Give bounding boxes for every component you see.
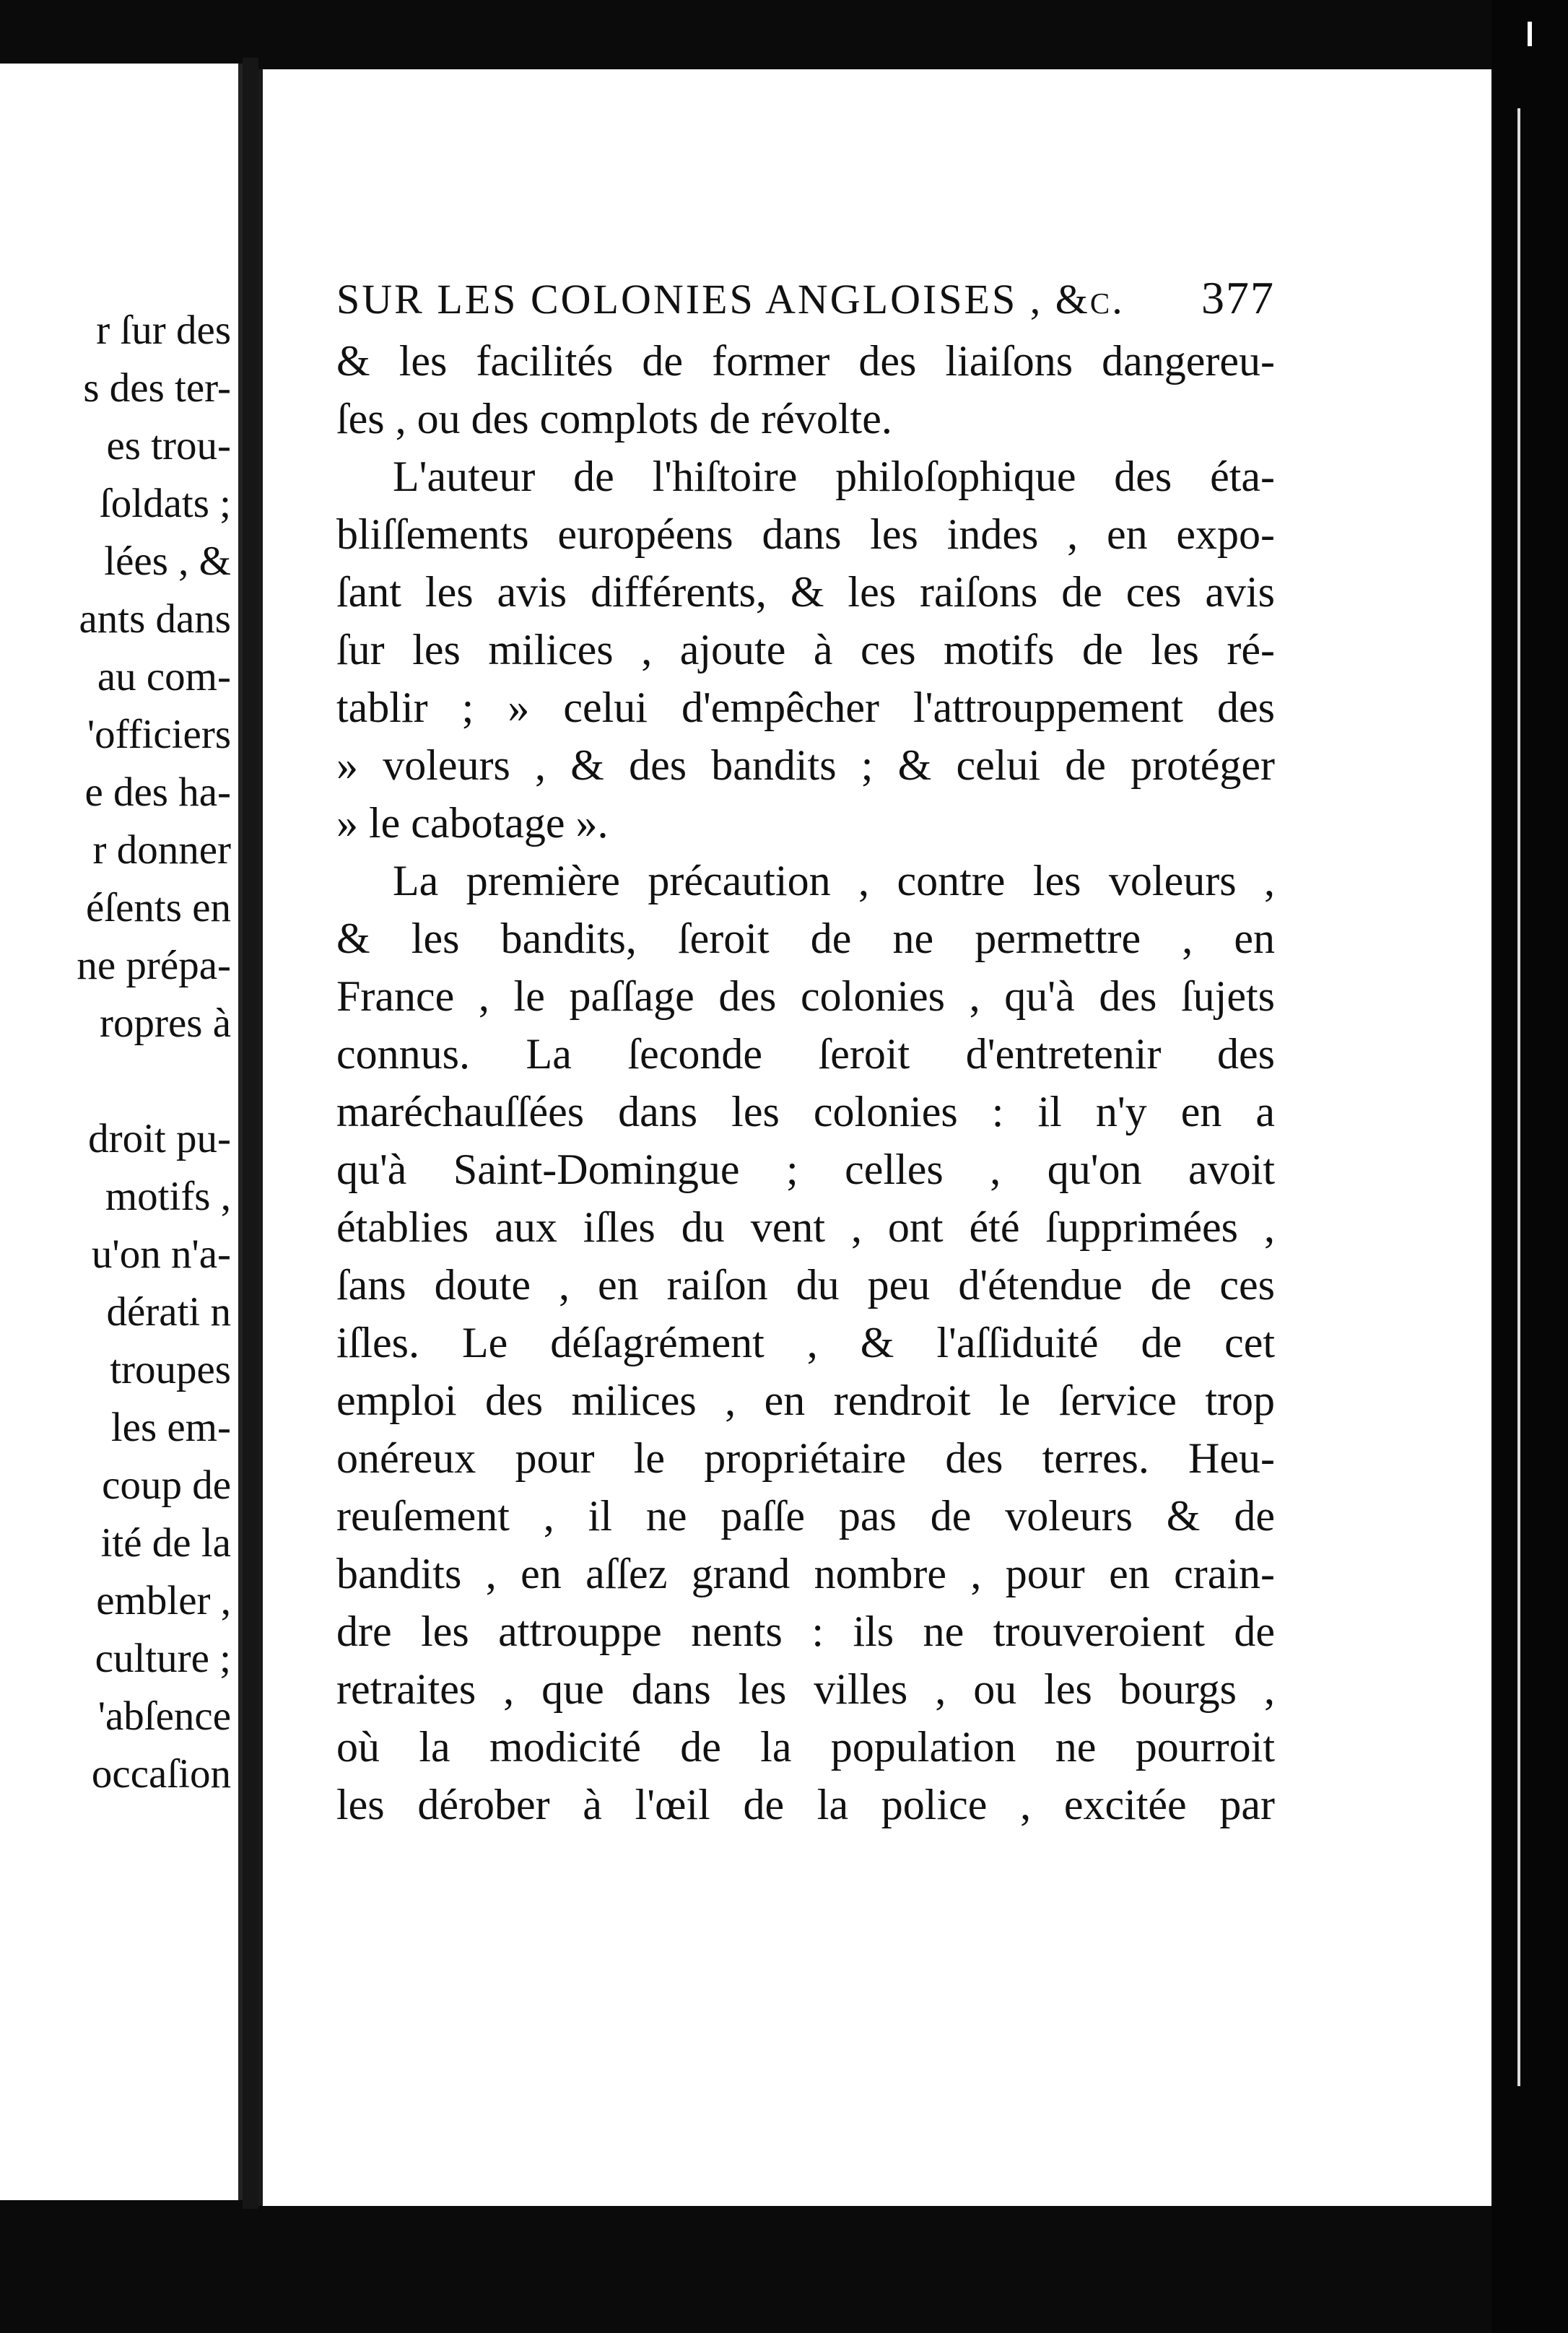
book-gutter bbox=[243, 58, 258, 2209]
text-line: bandits , en aſſez grand nombre , pour en crain- bbox=[336, 1550, 1275, 1597]
left-line: embler , bbox=[96, 1578, 231, 1623]
left-line: 'officiers bbox=[87, 712, 231, 757]
left-line: culture ; bbox=[95, 1636, 231, 1681]
left-page-fragment bbox=[0, 64, 243, 2200]
text-line: bliſſements européens dans les indes , en expo- bbox=[336, 510, 1275, 558]
text-line: France , le paſſage des colonies , qu'à des ſujets bbox=[336, 972, 1275, 1020]
text-line: emploi des milices , en rendroit le ſervice trop bbox=[336, 1377, 1275, 1424]
left-line: lées , & bbox=[104, 538, 231, 584]
page-number: 377 bbox=[1201, 272, 1275, 323]
left-line: occaſion bbox=[91, 1751, 231, 1797]
text-line: qu'à Saint-Domingue ; celles , qu'on avoit bbox=[336, 1146, 1275, 1193]
page-content bbox=[336, 271, 1275, 1833]
left-line: r ſur des bbox=[96, 308, 231, 353]
left-line: u'on n'a- bbox=[91, 1231, 231, 1277]
text-line: retraites , que dans les villes , ou les bourgs , bbox=[336, 1665, 1275, 1713]
text-line: établies aux iſles du vent , ont été ſupprimées , bbox=[336, 1203, 1275, 1251]
left-line: éſents en bbox=[85, 885, 231, 930]
running-head bbox=[336, 271, 1275, 328]
scan-edge-mark bbox=[1528, 22, 1532, 46]
left-line: les em- bbox=[110, 1405, 231, 1450]
text-line: L'auteur de l'hiſtoire philoſophique des éta- bbox=[393, 453, 1275, 500]
left-line: ants dans bbox=[79, 596, 231, 642]
left-line: r donner bbox=[92, 827, 231, 873]
text-line: connus. La ſeconde ſeroit d'entretenir des bbox=[336, 1030, 1275, 1078]
main-page bbox=[258, 69, 1491, 2206]
text-line: ſur les milices , ajoute à ces motifs de les ré- bbox=[336, 626, 1275, 673]
text-line: les dérober à l'œil de la police , excitée par bbox=[336, 1781, 1275, 1828]
left-line: ropres à bbox=[100, 1000, 231, 1046]
running-head-title: SUR LES COLONIES ANGLOISES , &c. bbox=[336, 276, 1125, 323]
page-edge-line bbox=[1517, 108, 1520, 2086]
text-line: tablir ; » celui d'empêcher l'attrouppement des bbox=[336, 684, 1275, 731]
text-line: La première précaution , contre les voleurs , bbox=[393, 857, 1275, 904]
text-line: » voleurs , & des bandits ; & celui de protéger bbox=[336, 741, 1275, 789]
left-line: e des ha- bbox=[84, 769, 231, 815]
left-line: es trou- bbox=[106, 423, 231, 468]
left-line: ſoldats ; bbox=[99, 481, 231, 526]
text-line: » le cabotage ». bbox=[336, 799, 609, 847]
scan-right-edge bbox=[1491, 0, 1568, 2333]
text-line: reuſement , il ne paſſe pas de voleurs & de bbox=[336, 1492, 1275, 1540]
left-paragraph-gap bbox=[0, 1052, 231, 1110]
left-line: coup de bbox=[102, 1462, 231, 1508]
text-line: & les bandits, ſeroit de ne permettre , en bbox=[336, 915, 1275, 962]
left-page-text bbox=[0, 302, 231, 1803]
text-line: onéreux pour le propriétaire des terres. Heu- bbox=[336, 1434, 1275, 1482]
text-line: ſes , ou des complots de révolte. bbox=[336, 395, 892, 442]
text-line: dre les attrouppe nents : ils ne trouveroient de bbox=[336, 1608, 1275, 1655]
text-line: ſant les avis différents, & les raiſons de ces avis bbox=[336, 568, 1275, 616]
left-line: dérati n bbox=[106, 1289, 231, 1335]
text-line: & les facilités de former des liaiſons dangereu- bbox=[336, 337, 1275, 385]
left-line: ité de la bbox=[100, 1520, 231, 1566]
text-line: maréchauſſées dans les colonies : il n'y en a bbox=[336, 1088, 1275, 1135]
text-line: ſans doute , en raiſon du peu d'étendue de ces bbox=[336, 1261, 1275, 1309]
left-line: 'abſence bbox=[97, 1693, 231, 1739]
left-line: motifs , bbox=[105, 1174, 231, 1219]
left-line: ne prépa- bbox=[77, 943, 231, 988]
left-line: au com- bbox=[97, 654, 231, 699]
left-line: s des ter- bbox=[83, 365, 231, 411]
text-line: iſles. Le déſagrément , & l'aſſiduité de cet bbox=[336, 1319, 1275, 1366]
text-line: où la modicité de la population ne pourroit bbox=[336, 1723, 1275, 1771]
left-line: troupes bbox=[110, 1347, 231, 1392]
left-line: droit pu- bbox=[88, 1116, 231, 1161]
